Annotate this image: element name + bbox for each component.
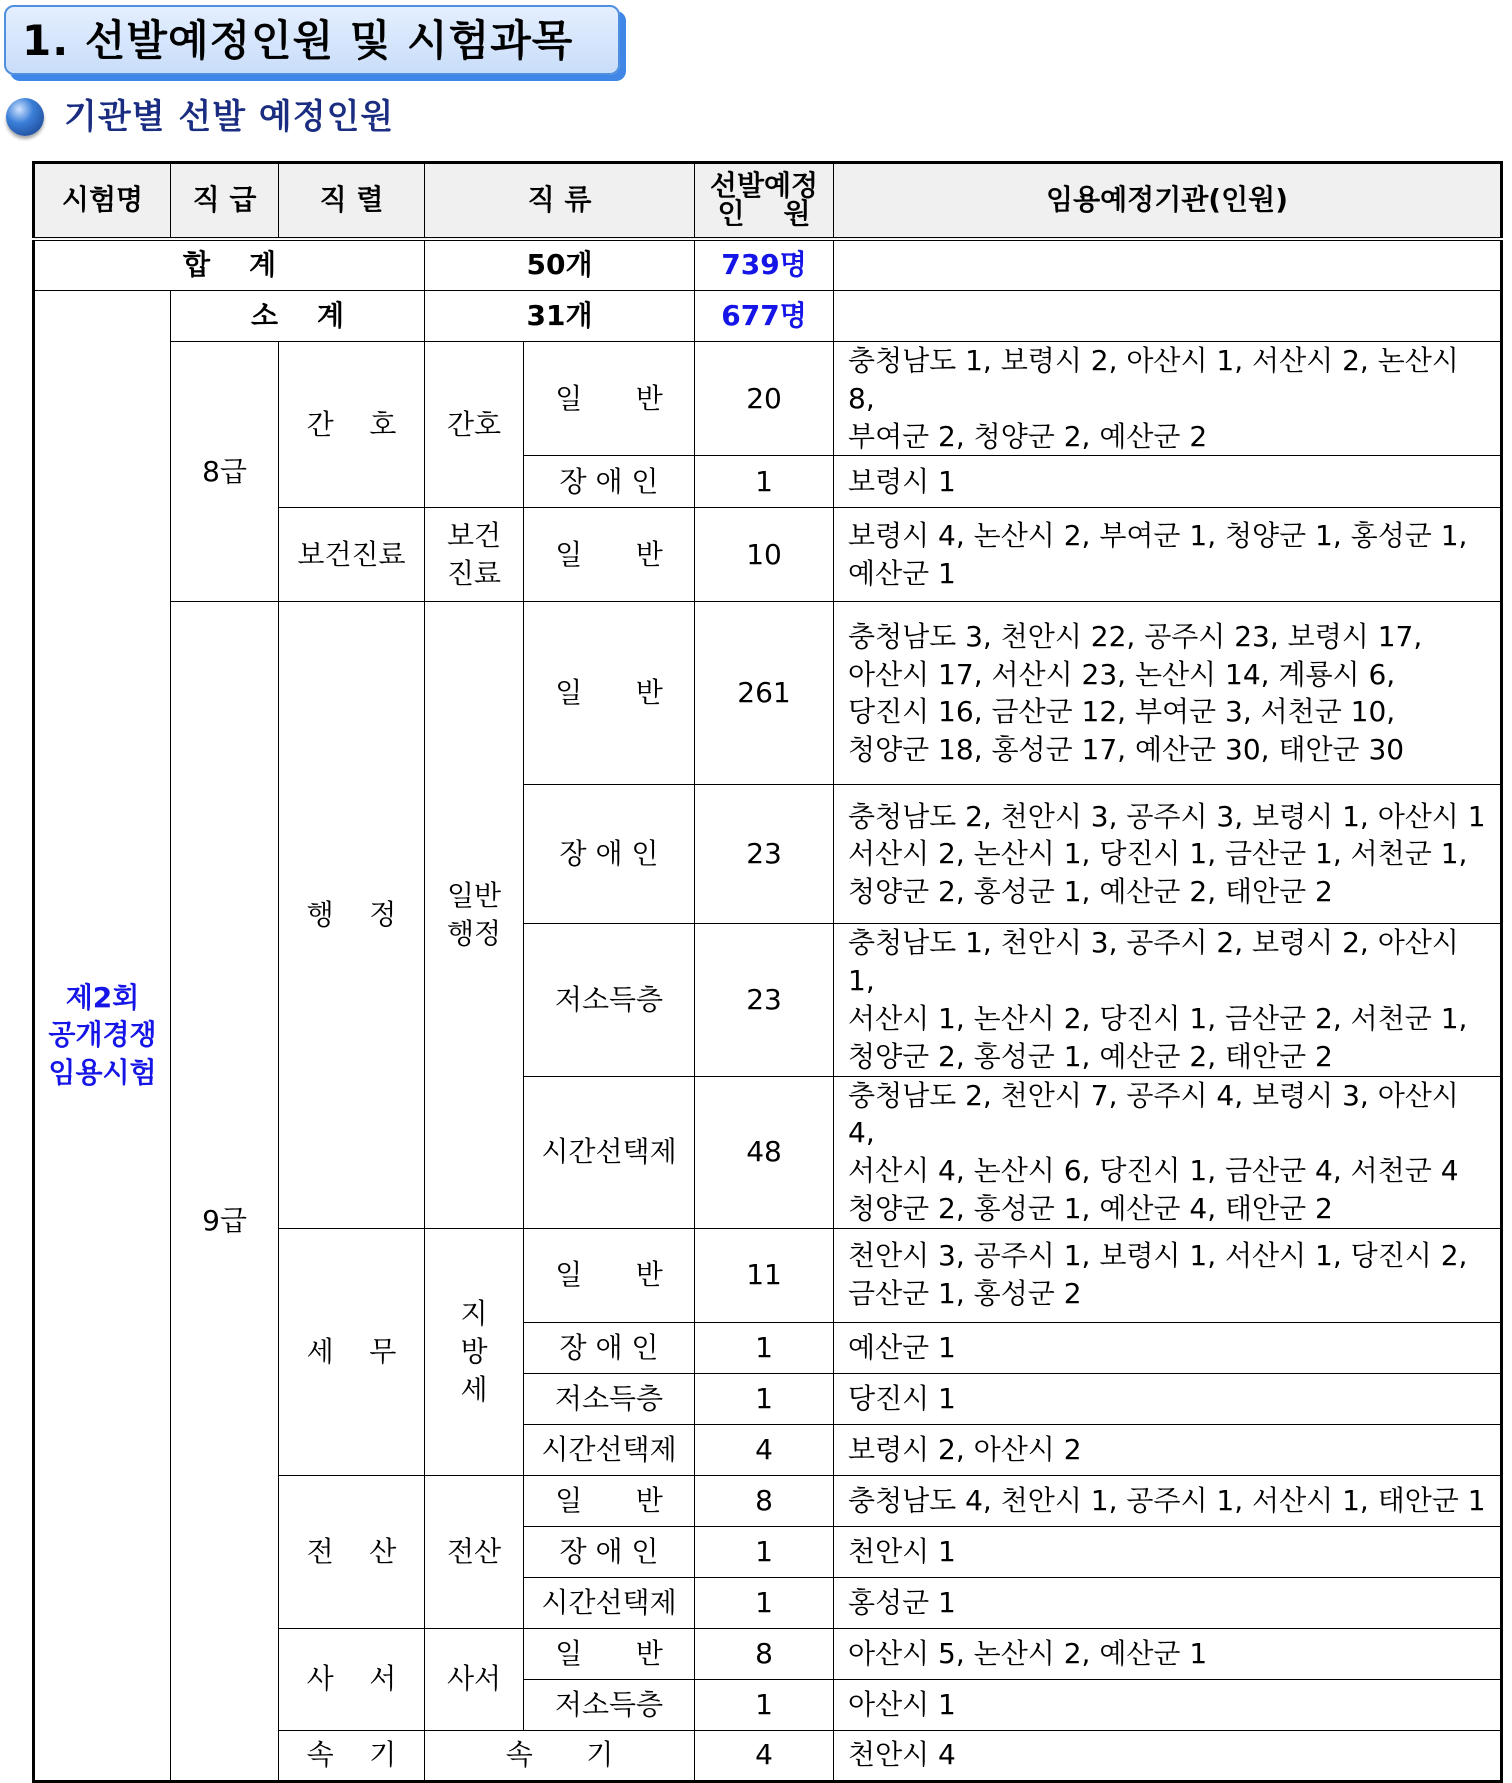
section-title-box — [4, 5, 620, 75]
agencies-line: 예산군 1 — [848, 556, 956, 590]
type-cell: 일 반 — [524, 602, 695, 785]
series-cell: 사 서 — [279, 1628, 425, 1730]
agencies-line: 보령시 4, 논산시 2, 부여군 1, 청양군 1, 홍성군 1, — [848, 519, 1468, 553]
agencies-cell — [834, 1679, 1502, 1730]
series-cell: 세 무 — [279, 1228, 425, 1475]
class-line: 보건 — [446, 519, 502, 553]
class-cell: 간호 — [425, 342, 524, 508]
grade-cell: 9급 — [171, 602, 279, 1781]
count-cell: 4 — [695, 1730, 834, 1781]
subtotal-classes: 31개 — [425, 291, 695, 342]
agencies-line: 보령시 2, 아산시 2 — [848, 1432, 1082, 1466]
type-cell: 일 반 — [524, 1228, 695, 1322]
agencies-line: 부여군 2, 청양군 2, 예산군 2 — [848, 419, 1208, 453]
agencies-line: 청양군 18, 홍성군 17, 예산군 30, 태안군 30 — [848, 733, 1405, 767]
agencies-line: 아산시 17, 서산시 23, 논산시 14, 계룡시 6, — [848, 657, 1396, 691]
table-row — [34, 602, 1502, 785]
agencies-cell — [834, 1076, 1502, 1228]
bullet-ball-icon — [6, 98, 44, 136]
agencies-line: 충청남도 3, 천안시 22, 공주시 23, 보령시 17, — [848, 619, 1423, 653]
type-cell: 일 반 — [524, 1628, 695, 1679]
exam-name — [34, 291, 171, 1782]
count-cell: 8 — [695, 1628, 834, 1679]
series-cell: 행 정 — [279, 602, 425, 1228]
agencies-line: 예산군 1 — [848, 1330, 956, 1364]
count-cell: 20 — [695, 342, 834, 456]
series-cell: 전 산 — [279, 1475, 425, 1628]
type-cell: 저소득층 — [524, 924, 695, 1076]
type-cell: 시간선택제 — [524, 1424, 695, 1475]
class-line: 진료 — [446, 556, 502, 590]
agencies-cell — [834, 924, 1502, 1076]
type-cell: 일 반 — [524, 508, 695, 602]
agencies-line: 청양군 2, 홍성군 1, 예산군 2, 태안군 2 — [848, 875, 1333, 909]
count-cell: 1 — [695, 1322, 834, 1373]
count-cell: 1 — [695, 1577, 834, 1628]
agencies-line: 보령시 1 — [848, 464, 956, 498]
count-cell: 8 — [695, 1475, 834, 1526]
series-cell: 속 기 — [279, 1730, 425, 1781]
type-cell: 저소득층 — [524, 1373, 695, 1424]
agencies-line: 서산시 1, 논산시 2, 당진시 1, 금산군 2, 서천군 1, — [848, 1001, 1468, 1035]
type-cell: 시간선택제 — [524, 1577, 695, 1628]
total-classes: 50개 — [425, 239, 695, 291]
count-cell: 1 — [695, 1373, 834, 1424]
type-cell: 시간선택제 — [524, 1076, 695, 1228]
class-line: 지 — [460, 1297, 488, 1331]
type-cell: 장 애 인 — [524, 1322, 695, 1373]
agencies-line: 당진시 16, 금산군 12, 부여군 3, 서천군 10, — [848, 695, 1396, 729]
series-cell: 보건진료 — [279, 508, 425, 602]
count-cell: 1 — [695, 1679, 834, 1730]
total-label: 합 계 — [34, 239, 425, 291]
header-series: 직 렬 — [279, 163, 425, 239]
count-cell: 10 — [695, 508, 834, 602]
agencies-line: 천안시 3, 공주시 1, 보령시 1, 서산시 1, 당진시 2, — [848, 1239, 1468, 1273]
class-cell — [425, 1228, 524, 1475]
exam-name-line: 제2회 — [65, 980, 140, 1014]
grade-cell: 8급 — [171, 342, 279, 602]
class-line: 행정 — [446, 917, 502, 951]
agencies-cell — [834, 1322, 1502, 1373]
header-count-top: 선발예정 — [709, 169, 819, 203]
header-agencies: 임용예정기관(인원) — [834, 163, 1502, 239]
agencies-cell — [834, 1628, 1502, 1679]
class-line: 방 — [460, 1334, 488, 1368]
count-cell: 4 — [695, 1424, 834, 1475]
header-exam: 시험명 — [34, 163, 171, 239]
agencies-line: 홍성군 1 — [848, 1585, 956, 1619]
agencies-cell — [834, 1424, 1502, 1475]
agencies-line: 천안시 4 — [848, 1738, 956, 1772]
count-cell: 11 — [695, 1228, 834, 1322]
agencies-line: 금산군 1, 홍성군 2 — [848, 1277, 1082, 1311]
count-cell: 23 — [695, 924, 834, 1076]
agencies-cell — [834, 342, 1502, 456]
type-cell: 장 애 인 — [524, 785, 695, 924]
class-cell: 사서 — [425, 1628, 524, 1730]
agencies-cell — [834, 456, 1502, 508]
subtotal-agencies — [834, 291, 1502, 342]
agencies-line: 천안시 1 — [848, 1534, 956, 1568]
agencies-line: 청양군 2, 홍성군 1, 예산군 2, 태안군 2 — [848, 1039, 1333, 1073]
agencies-line: 청양군 2, 홍성군 1, 예산군 4, 태안군 2 — [848, 1191, 1333, 1225]
header-class: 직 류 — [425, 163, 695, 239]
agencies-line: 충청남도 1, 천안시 3, 공주시 2, 보령시 2, 아산시 1, — [848, 926, 1459, 998]
agencies-cell — [834, 785, 1502, 924]
header-grade: 직 급 — [171, 163, 279, 239]
agencies-cell — [834, 1730, 1502, 1781]
total-count: 739명 — [695, 239, 834, 291]
subtotal-row — [34, 291, 1502, 342]
header-count — [695, 163, 834, 239]
agencies-line: 충청남도 4, 천안시 1, 공주시 1, 서산시 1, 태안군 1 — [848, 1483, 1486, 1517]
agencies-line: 충청남도 2, 천안시 7, 공주시 4, 보령시 3, 아산시 4, — [848, 1078, 1459, 1150]
series-cell: 간 호 — [279, 342, 425, 508]
agencies-cell — [834, 1577, 1502, 1628]
class-cell — [425, 508, 524, 602]
count-cell: 1 — [695, 456, 834, 508]
subtotal-label: 소 계 — [171, 291, 425, 342]
exam-name-line: 공개경쟁 — [48, 1018, 157, 1052]
agencies-cell — [834, 1228, 1502, 1322]
class-line: 일반 — [446, 879, 502, 913]
agencies-cell — [834, 1526, 1502, 1577]
agencies-cell — [834, 1475, 1502, 1526]
agencies-cell — [834, 602, 1502, 785]
recruitment-table — [32, 161, 1503, 1783]
exam-name-line: 임용시험 — [48, 1056, 157, 1090]
agencies-line: 충청남도 1, 보령시 2, 아산시 1, 서산시 2, 논산시 8, — [848, 344, 1459, 415]
agencies-line: 당진시 1 — [848, 1381, 956, 1415]
class-cell: 전산 — [425, 1475, 524, 1628]
agencies-line: 아산시 1 — [848, 1687, 956, 1721]
count-cell: 48 — [695, 1076, 834, 1228]
count-cell: 261 — [695, 602, 834, 785]
type-cell: 일 반 — [524, 1475, 695, 1526]
agencies-line: 서산시 4, 논산시 6, 당진시 1, 금산군 4, 서천군 4 — [848, 1154, 1459, 1188]
class-cell — [425, 602, 524, 1228]
table-header-row — [34, 163, 1502, 239]
table-row — [34, 342, 1502, 456]
total-row — [34, 239, 1502, 291]
subtotal-count: 677명 — [695, 291, 834, 342]
section-title: 1. 선발예정인원 및 시험과목 — [22, 16, 574, 65]
header-count-bottom: 인 원 — [717, 197, 811, 231]
agencies-line: 충청남도 2, 천안시 3, 공주시 3, 보령시 1, 아산시 1 — [848, 799, 1486, 833]
type-cell: 장 애 인 — [524, 456, 695, 508]
agencies-cell — [834, 1373, 1502, 1424]
type-cell: 저소득층 — [524, 1679, 695, 1730]
count-cell: 23 — [695, 785, 834, 924]
class-cell: 속 기 — [425, 1730, 695, 1781]
agencies-line: 아산시 5, 논산시 2, 예산군 1 — [848, 1636, 1208, 1670]
type-cell: 일 반 — [524, 342, 695, 456]
agencies-cell — [834, 508, 1502, 602]
class-line: 세 — [460, 1372, 488, 1406]
agencies-line: 서산시 2, 논산시 1, 당진시 1, 금산군 1, 서천군 1, — [848, 837, 1468, 871]
subsection-title: 기관별 선발 예정인원 — [64, 97, 395, 137]
total-agencies — [834, 239, 1502, 291]
count-cell: 1 — [695, 1526, 834, 1577]
type-cell: 장 애 인 — [524, 1526, 695, 1577]
